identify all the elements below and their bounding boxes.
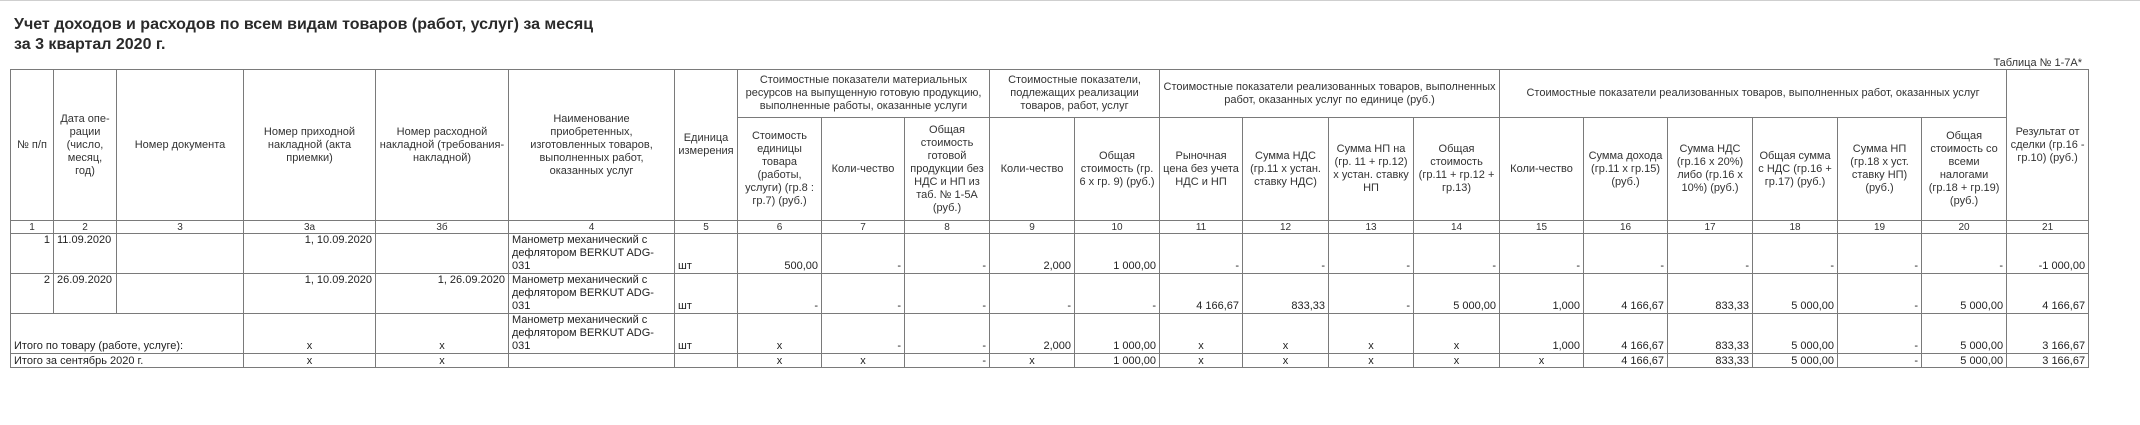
total-item-c20: 5 000,00 — [1922, 314, 2007, 354]
col-header-15: Коли-чество — [1500, 118, 1584, 221]
total-month-c14: x — [1414, 354, 1500, 368]
row-c11: - — [1160, 234, 1243, 274]
row-outgoing-doc: 1, 26.09.2020 — [376, 274, 509, 314]
row-date: 11.09.2020 — [54, 234, 117, 274]
row-c7: - — [822, 274, 905, 314]
report-title — [14, 15, 593, 55]
row-c13: - — [1329, 234, 1414, 274]
table-row — [11, 274, 2089, 314]
row-c10: - — [1075, 274, 1160, 314]
col-number: 16 — [1584, 221, 1668, 234]
total-month-c15: x — [1500, 354, 1584, 368]
row-number: 2 — [11, 274, 54, 314]
col-number: 19 — [1838, 221, 1922, 234]
total-item-c14: x — [1414, 314, 1500, 354]
total-month-c6: x — [738, 354, 822, 368]
row-c17: - — [1668, 234, 1753, 274]
total-month-c16: 4 166,67 — [1584, 354, 1668, 368]
col-header-13: Сумма НП на (гр. 11 + гр.12) х устан. ставку НП — [1329, 118, 1414, 221]
row-c18: 5 000,00 — [1753, 274, 1838, 314]
row-c9: 2,000 — [990, 234, 1075, 274]
col-number: 5 — [675, 221, 738, 234]
col-number: 13 — [1329, 221, 1414, 234]
total-month-unit — [675, 354, 738, 368]
row-c18: - — [1753, 234, 1838, 274]
col-header-2: Дата опе-рации (число, месяц, год) — [54, 70, 117, 221]
total-item-c15: 1,000 — [1500, 314, 1584, 354]
row-c12: 833,33 — [1243, 274, 1329, 314]
total-month-c17: 833,33 — [1668, 354, 1753, 368]
total-item-c13: x — [1329, 314, 1414, 354]
col-header-21: Результат от сделки (гр.16 - гр.10) (руб.) — [2007, 70, 2089, 221]
col-header-4: Наименование приобретенных, изготовленных товаров, выполненных работ, оказанных услуг — [509, 70, 675, 221]
total-month-c8: - — [905, 354, 990, 368]
col-header-17: Сумма НДС (гр.16 х 20%) либо (гр.16 х 10%) (руб.) — [1668, 118, 1753, 221]
col-header-11: Рыночная цена без учета НДС и НП — [1160, 118, 1243, 221]
col-header-5: Единица измерения — [675, 70, 738, 221]
total-month-name — [509, 354, 675, 368]
row-c16: - — [1584, 234, 1668, 274]
group-header-per-unit: Стоимостные показатели реализованных товаров, выполненных работ, оказанных услуг по единице (руб.) — [1160, 70, 1500, 118]
total-month-c18: 5 000,00 — [1753, 354, 1838, 368]
total-item-c11: x — [1160, 314, 1243, 354]
row-item-name: Манометр механический с дефлятором BERKUT ADG-031 — [509, 234, 675, 274]
total-month-row — [11, 354, 2089, 368]
col-number: 1 — [11, 221, 54, 234]
total-item-c19: - — [1838, 314, 1922, 354]
col-number: 9 — [990, 221, 1075, 234]
total-item-c18: 5 000,00 — [1753, 314, 1838, 354]
row-c16: 4 166,67 — [1584, 274, 1668, 314]
col-header-12: Сумма НДС (гр.11 х устан. ставку НДС) — [1243, 118, 1329, 221]
col-header-3b: Номер расходной накладной (требования-накладной) — [376, 70, 509, 221]
col-header-19: Сумма НП (гр.18 х уст. ставку НП) (руб.) — [1838, 118, 1922, 221]
row-number: 1 — [11, 234, 54, 274]
col-number: 18 — [1753, 221, 1838, 234]
col-header-9: Коли-чество — [990, 118, 1075, 221]
col-number: 20 — [1922, 221, 2007, 234]
total-item-outgoing-doc: x — [376, 314, 509, 354]
col-header-18: Общая сумма с НДС (гр.16 + гр.17) (руб.) — [1753, 118, 1838, 221]
row-unit: шт — [675, 274, 738, 314]
col-header-8: Общая стоимость готовой продукции без НДС и НП из таб. № 1-5А (руб.) — [905, 118, 990, 221]
total-item-c17: 833,33 — [1668, 314, 1753, 354]
row-c15: - — [1500, 234, 1584, 274]
row-unit: шт — [675, 234, 738, 274]
total-item-c16: 4 166,67 — [1584, 314, 1668, 354]
total-item-label: Итого по товару (работе, услуге): — [11, 314, 244, 354]
row-c10: 1 000,00 — [1075, 234, 1160, 274]
col-number: 11 — [1160, 221, 1243, 234]
row-c8: - — [905, 274, 990, 314]
title-line-2: за 3 квартал 2020 г. — [14, 36, 166, 53]
col-header-3a: Номер приходной накладной (акта приемки) — [244, 70, 376, 221]
total-item-row — [11, 314, 2089, 354]
table-row — [11, 234, 2089, 274]
group-header-sold: Стоимостные показатели реализованных товаров, выполненных работ, оказанных услуг — [1500, 70, 2007, 118]
total-month-c13: x — [1329, 354, 1414, 368]
total-item-c8: - — [905, 314, 990, 354]
total-month-outgoing-doc: x — [376, 354, 509, 368]
col-header-16: Сумма дохода (гр.11 х гр.15) (руб.) — [1584, 118, 1668, 221]
col-number: 3а — [244, 221, 376, 234]
row-c6: - — [738, 274, 822, 314]
col-number: 8 — [905, 221, 990, 234]
row-c15: 1,000 — [1500, 274, 1584, 314]
total-item-name: Манометр механический с дефлятором BERKUT ADG-031 — [509, 314, 675, 354]
row-c20: 5 000,00 — [1922, 274, 2007, 314]
row-document — [117, 234, 244, 274]
row-c21: 4 166,67 — [2007, 274, 2089, 314]
row-c14: - — [1414, 234, 1500, 274]
col-header-10: Общая стоимость (гр. 6 х гр. 9) (руб.) — [1075, 118, 1160, 221]
total-item-c6: x — [738, 314, 822, 354]
row-c14: 5 000,00 — [1414, 274, 1500, 314]
top-divider — [0, 0, 2140, 1]
total-month-c21: 3 166,67 — [2007, 354, 2089, 368]
col-number: 12 — [1243, 221, 1329, 234]
total-month-c10: 1 000,00 — [1075, 354, 1160, 368]
row-c8: - — [905, 234, 990, 274]
col-number: 3 — [117, 221, 244, 234]
col-header-6: Стоимость единицы товара (работы, услуги) (гр.8 : гр.7) (руб.) — [738, 118, 822, 221]
total-month-incoming-doc: x — [244, 354, 376, 368]
col-number: 15 — [1500, 221, 1584, 234]
row-c21: -1 000,00 — [2007, 234, 2089, 274]
row-outgoing-doc — [376, 234, 509, 274]
row-c6: 500,00 — [738, 234, 822, 274]
total-month-c19: - — [1838, 354, 1922, 368]
col-number: 14 — [1414, 221, 1500, 234]
col-number: 10 — [1075, 221, 1160, 234]
col-number: 4 — [509, 221, 675, 234]
total-item-c21: 3 166,67 — [2007, 314, 2089, 354]
total-item-incoming-doc: x — [244, 314, 376, 354]
row-c12: - — [1243, 234, 1329, 274]
total-item-c9: 2,000 — [990, 314, 1075, 354]
table-number: Таблица № 1-7А* — [1993, 57, 2082, 69]
row-c7: - — [822, 234, 905, 274]
total-item-c10: 1 000,00 — [1075, 314, 1160, 354]
row-c11: 4 166,67 — [1160, 274, 1243, 314]
total-month-c9: x — [990, 354, 1075, 368]
row-c19: - — [1838, 234, 1922, 274]
header-group-row — [11, 70, 2089, 118]
col-number: 3б — [376, 221, 509, 234]
row-incoming-doc: 1, 10.09.2020 — [244, 274, 376, 314]
col-header-20: Общая стоимость со всеми налогами (гр.18 + гр.19) (руб.) — [1922, 118, 2007, 221]
col-number: 6 — [738, 221, 822, 234]
total-month-c11: x — [1160, 354, 1243, 368]
column-number-row — [11, 221, 2089, 234]
total-item-c7: - — [822, 314, 905, 354]
group-header-material: Стоимостные показатели материальных ресурсов на выпущенную готовую продукцию, выполненные работы, оказанные услуги — [738, 70, 990, 118]
row-c17: 833,33 — [1668, 274, 1753, 314]
col-header-3: Номер документа — [117, 70, 244, 221]
col-number: 17 — [1668, 221, 1753, 234]
col-number: 21 — [2007, 221, 2089, 234]
row-c20: - — [1922, 234, 2007, 274]
col-header-7: Коли-чество — [822, 118, 905, 221]
total-month-c12: x — [1243, 354, 1329, 368]
col-header-14: Общая стоимость (гр.11 + гр.12 + гр.13) — [1414, 118, 1500, 221]
row-date: 26.09.2020 — [54, 274, 117, 314]
total-month-c20: 5 000,00 — [1922, 354, 2007, 368]
title-line-1: Учет доходов и расходов по всем видам товаров (работ, услуг) за месяц — [14, 16, 594, 33]
col-number: 7 — [822, 221, 905, 234]
total-month-label: Итого за сентябрь 2020 г. — [11, 354, 244, 368]
total-item-unit: шт — [675, 314, 738, 354]
group-header-to-sell: Стоимостные показатели, подлежащих реализации товаров, работ, услуг — [990, 70, 1160, 118]
row-document — [117, 274, 244, 314]
income-expense-table — [10, 69, 2089, 368]
row-incoming-doc: 1, 10.09.2020 — [244, 234, 376, 274]
total-item-c12: x — [1243, 314, 1329, 354]
row-item-name: Манометр механический с дефлятором BERKUT ADG-031 — [509, 274, 675, 314]
row-c19: - — [1838, 274, 1922, 314]
col-header-1: № п/п — [11, 70, 54, 221]
col-number: 2 — [54, 221, 117, 234]
row-c13: - — [1329, 274, 1414, 314]
total-month-c7: x — [822, 354, 905, 368]
row-c9: - — [990, 274, 1075, 314]
